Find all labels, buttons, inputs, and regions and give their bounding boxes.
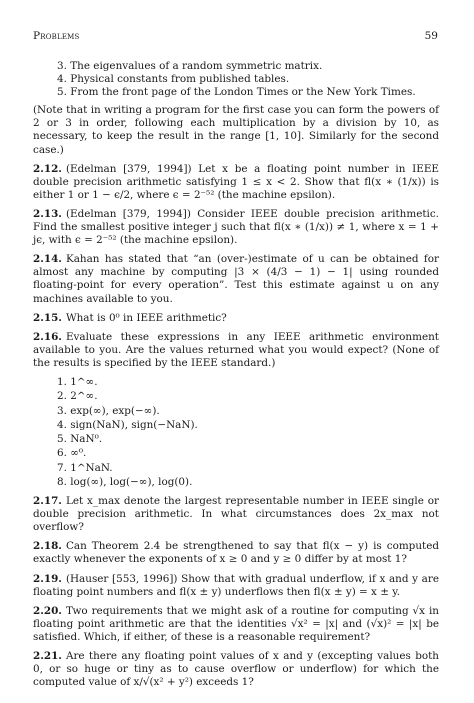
problem-number: 2.18.: [33, 540, 62, 553]
problem-number: 2.12.: [33, 162, 62, 175]
problem-text: (Edelman [379, 1994]) Consider IEEE double precision arithmetic. Find the smallest positive integer j such that fl(x ∗ (1/x)) ≠ 1, where x = 1 + jϵ, with ϵ = 2⁻⁵² (the machine epsilon).: [33, 207, 439, 247]
problem-text: What is 0⁰ in IEEE arithmetic?: [65, 311, 227, 324]
problem-text: (Edelman [379, 1994]) Let x be a floating point number in IEEE double precision arithmetic satisfying 1 ≤ x < 2. Show that fl(x ∗ (1/x)) is either 1 or 1 − ϵ/2, where ϵ = 2⁻⁵² (the machine epsilon).: [33, 162, 439, 201]
problem-text: (Hauser [553, 1996]) Show that with gradual underflow, if x and y are floating point numbers and fl(x ± y) underflows then fl(x ± y) = x ± y.: [33, 572, 439, 598]
problem: [33, 312, 439, 325]
expression-item: 5. NaN⁰.: [57, 433, 103, 446]
problem-number: 2.14.: [33, 253, 62, 266]
expression-list: [57, 376, 439, 489]
problem-text: Are there any floating point values of x and y (excepting values both 0, or so huge or tiny as to cause overflow or underflow) for which the computed value of x/√(x² + y²) exceeds 1?: [33, 649, 439, 689]
problem-text: Let x_max denote the largest representable number in IEEE single or double precision arithmetic. In what circumstances does 2x_max not overflow?: [33, 495, 439, 534]
problem: [33, 605, 439, 644]
problem-text: Kahan has stated that “an (over-)estimate of u can be obtained for almost any machine by computing |3 × (4/3 − 1) − 1| using rounded floating-point for every operation”. Test this estimate against u on any machines available to you.: [33, 253, 439, 305]
problem: [33, 650, 439, 689]
problem-number: 2.21.: [33, 649, 62, 662]
running-head: Problems: [33, 30, 80, 42]
expression-item: 6. ∞⁰.: [57, 447, 87, 460]
list-item: 3. The eigenvalues of a random symmetric matrix.: [57, 60, 323, 72]
problem: [33, 573, 439, 599]
page-header: [33, 30, 438, 44]
expression-item: 1. 1^∞.: [57, 375, 98, 388]
problem-number: 2.17.: [33, 495, 62, 508]
page-number: 59: [424, 30, 438, 42]
list-item: 4. Physical constants from published tables.: [57, 73, 290, 86]
problem-text: Evaluate these expressions in any IEEE arithmetic environment available to you. Are the values returned what you would expect? (None of the results is specified by the IEEE standard.): [33, 330, 439, 369]
expression-item: 7. 1^NaN.: [57, 461, 113, 474]
problem-number: 2.13.: [33, 207, 62, 220]
problem: [33, 331, 439, 370]
problem-text: Two requirements that we might ask of a routine for computing √x in floating point arithmetic are that the identities √x² = |x| and (√x)² = |x| be satisfied. Which, if either, of these is a reasonable requirement?: [33, 604, 439, 643]
problem-number: 2.19.: [33, 572, 62, 585]
problem-text: Can Theorem 2.4 be strengthened to say that fl(x − y) is computed exactly whenever the exponents of x ≥ 0 and y ≥ 0 differ by at most 1?: [33, 540, 439, 566]
problem-number: 2.20.: [33, 604, 62, 617]
problem-number: 2.16.: [33, 330, 62, 343]
expression-item: 4. sign(NaN), sign(−NaN).: [57, 418, 198, 431]
problem: [33, 253, 439, 305]
problem: [33, 540, 439, 566]
expression-item: 3. exp(∞), exp(−∞).: [57, 404, 160, 417]
page-body: [33, 60, 439, 689]
expression-item: 2. 2^∞.: [57, 390, 98, 403]
problem: [33, 495, 439, 534]
problem: [33, 208, 439, 247]
note-paragraph: (Note that in writing a program for the first case you can form the powers of 2 or 3 in order, following each multiplication by a division by 10, as necessary, to keep the result in the range [1, 10]. Similarly for the second case.): [33, 104, 439, 156]
continued-list: [57, 60, 439, 99]
list-item: 5. From the front page of the London Times or the New York Times.: [57, 86, 416, 99]
problem: [33, 163, 439, 202]
expression-item: 8. log(∞), log(−∞), log(0).: [57, 475, 193, 488]
problem-number: 2.15.: [33, 311, 62, 324]
